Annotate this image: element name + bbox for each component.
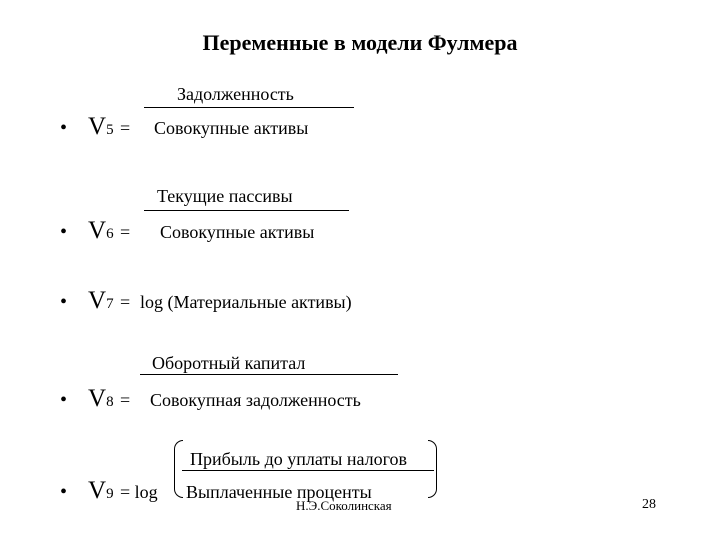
v9-subscript: 9 [106, 486, 114, 502]
page-title: Переменные в модели Фулмера [202, 30, 518, 55]
v7-variable [88, 288, 114, 317]
v7-expression: log (Материальные активы) [140, 292, 352, 312]
v7-subscript: 7 [106, 296, 114, 312]
v5-var-letter: V [88, 113, 107, 140]
v5-denominator: Совокупные активы [154, 118, 309, 138]
v9-var-letter: V [88, 477, 107, 504]
v5-equals: = [120, 118, 131, 138]
v7-equals: = [120, 292, 131, 312]
v5-subscript: 5 [106, 122, 114, 138]
bullet-v9: • [60, 481, 68, 503]
bullet-v6: • [60, 221, 68, 243]
bullet-v5: • [60, 117, 68, 139]
v6-variable [88, 218, 114, 247]
v6-denominator: Совокупные активы [160, 222, 315, 242]
v9-numerator: Прибыль до уплаты налогов [190, 449, 408, 469]
v7-var-letter: V [88, 287, 107, 314]
v8-var-letter: V [88, 385, 107, 412]
v5-numerator: Задолженность [177, 84, 294, 104]
v6-equals: = [120, 222, 131, 242]
v6-var-letter: V [88, 217, 107, 244]
v8-fraction-line [140, 374, 398, 375]
bullet-v8: • [60, 389, 68, 411]
v8-numerator: Оборотный капитал [152, 353, 306, 373]
v9-left-bracket [174, 440, 183, 498]
v8-equals: = [120, 390, 131, 410]
v6-subscript: 6 [106, 226, 114, 242]
v8-subscript: 8 [106, 394, 114, 410]
v9-fraction-line [182, 470, 434, 471]
v9-right-bracket [428, 440, 437, 498]
v5-fraction-line [144, 107, 354, 108]
author-footer: Н.Э.Соколинская [296, 498, 392, 513]
bullet-v7: • [60, 291, 68, 313]
page-number: 28 [642, 497, 656, 512]
v8-denominator: Совокупная задолженность [150, 390, 361, 410]
v5-variable [88, 114, 114, 143]
v6-numerator: Текущие пассивы [157, 186, 293, 206]
v6-fraction-line [144, 210, 349, 211]
v9-denominator: Выплаченные проценты [186, 482, 372, 502]
v9-equals-log: = log [120, 482, 158, 502]
v8-variable [88, 386, 114, 415]
v9-variable [88, 478, 114, 507]
